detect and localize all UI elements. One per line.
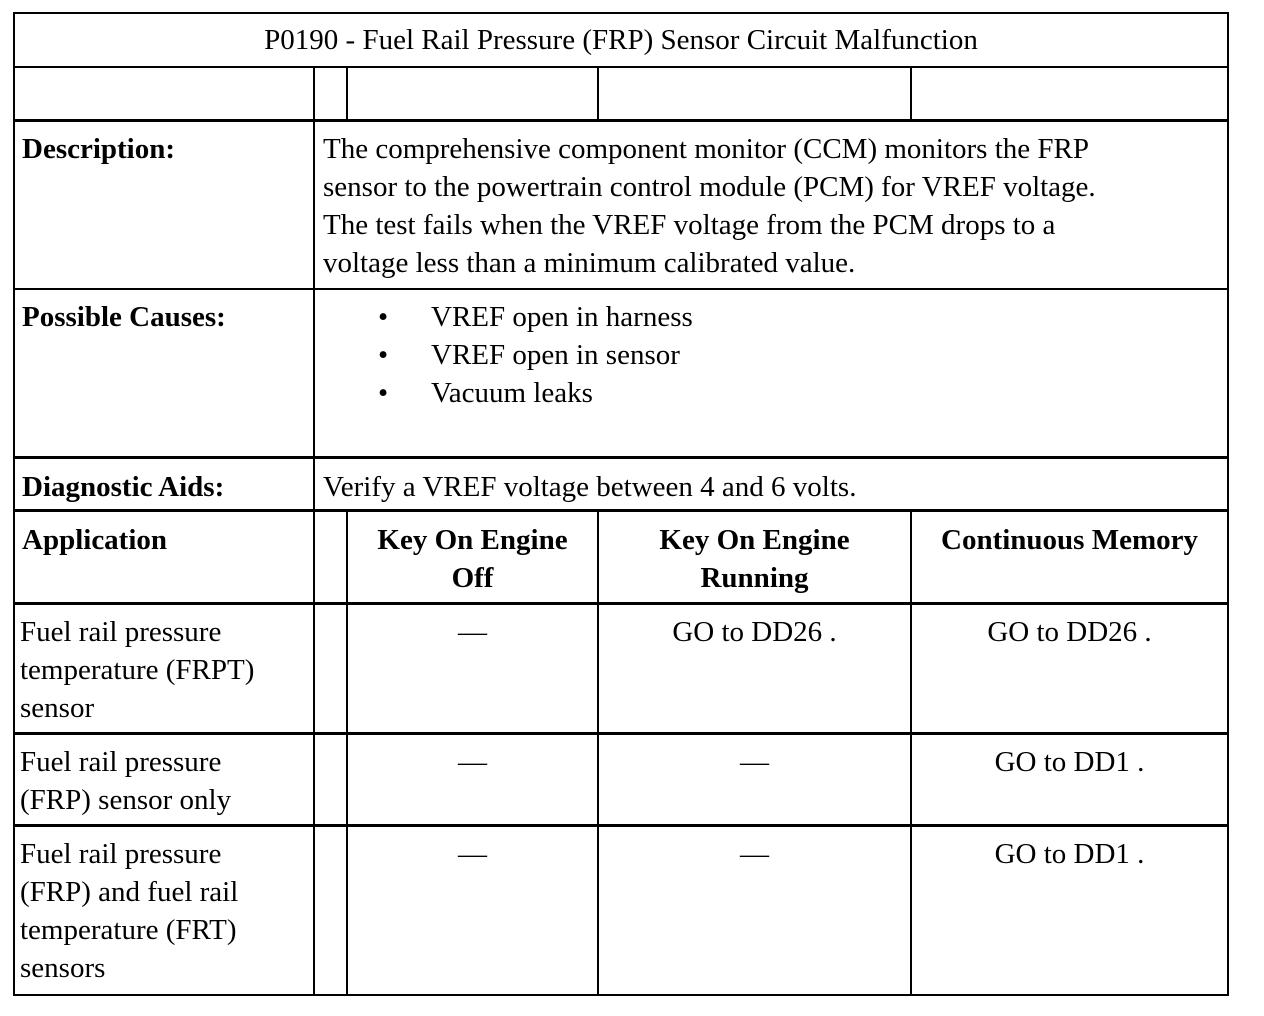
row-continuous: GO to DD1 . [994,746,1145,778]
header-application: Application [22,524,168,556]
rule-header-bottom [13,602,1229,605]
rule-causes-bottom [13,456,1229,459]
header-koer-line: Running [700,562,809,594]
header-koer-line: Key On Engine [659,524,850,556]
row-koer: GO to DD26 . [672,616,837,648]
application-line: (FRP) and fuel rail [20,876,239,908]
possible-causes-list [323,298,693,412]
application-line: temperature (FRPT) [20,654,255,686]
row-application [20,835,238,987]
row-koeo: — [458,838,487,870]
cause-text: VREF open in harness [431,301,693,333]
header-koeo-line: Off [451,562,494,594]
col-rule-1 [313,66,315,122]
border-left [13,12,15,996]
application-line: sensor [20,692,95,724]
cause-text: VREF open in sensor [431,339,680,371]
list-item [323,298,693,336]
col-rule-4 [910,66,912,122]
application-line: temperature (FRT) [20,914,237,946]
application-line: Fuel rail pressure [20,838,222,870]
row-koeo: — [458,746,487,778]
bullet-icon: • [378,377,389,409]
description-line: The comprehensive component monitor (CCM) monitors the FRP [323,133,1089,165]
list-item [323,374,693,412]
rule-row1-bottom [13,732,1229,735]
row-continuous: GO to DD1 . [994,838,1145,870]
row-koeo: — [458,616,487,648]
header-koer [599,521,910,597]
description-line: The test fails when the VREF voltage from the PCM drops to a [323,209,1056,241]
row-koer: — [740,746,769,778]
col-rule-2 [346,66,348,122]
rule-title-bottom [13,66,1229,68]
application-line: (FRP) sensor only [20,784,232,816]
bullet-icon: • [378,339,389,371]
rule-row2-bottom [13,824,1229,827]
application-line: Fuel rail pressure [20,616,222,648]
description-line: voltage less than a minimum calibrated value. [323,247,856,279]
header-koeo-line: Key On Engine [377,524,568,556]
row-application [20,613,254,727]
dtc-document [13,12,1229,997]
bullet-icon: • [378,301,389,333]
row-koer: — [740,838,769,870]
diagnostic-aids-text: Verify a VREF voltage between 4 and 6 volts. [323,471,857,503]
possible-causes-label: Possible Causes: [22,301,226,333]
border-right [1227,12,1229,996]
cause-text: Vacuum leaks [431,377,593,409]
header-continuous-memory: Continuous Memory [941,524,1198,556]
label-column-rule [313,119,315,512]
description-line: sensor to the powertrain control module (PCM) for VREF voltage. [323,171,1096,203]
rule-description-bottom [13,288,1229,290]
row-continuous: GO to DD26 . [987,616,1152,648]
border-top [13,12,1229,14]
list-item [323,336,693,374]
rule-empty-row-bottom [13,119,1229,122]
rule-aids-bottom [13,509,1229,512]
border-bottom [13,994,1229,996]
diagnostic-aids-label: Diagnostic Aids: [22,471,225,503]
application-line: Fuel rail pressure [20,746,222,778]
document-title: P0190 - Fuel Rail Pressure (FRP) Sensor Circuit Malfunction [264,24,978,56]
header-koeo [348,521,597,597]
row-application [20,743,231,819]
description-label: Description: [22,133,176,165]
col-rule-3 [597,66,599,122]
table-col-rule-1 [313,509,315,996]
application-line: sensors [20,952,106,984]
description-text [323,130,1096,282]
